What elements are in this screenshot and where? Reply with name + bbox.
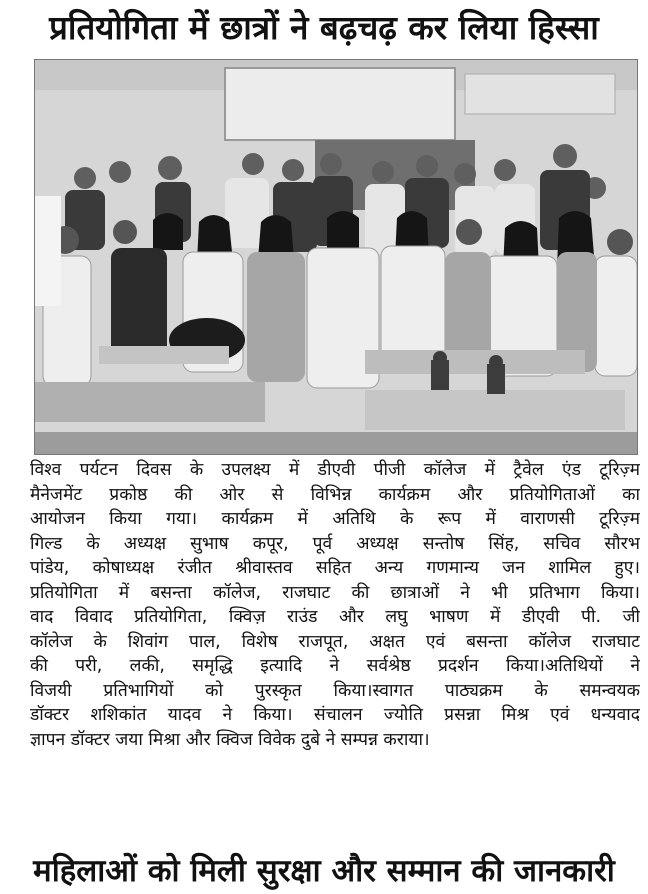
article-line: डॉक्टर शशिकांत यादव ने किया। संचालन ज्योति प्रसन्ना मिश्र एवं धन्यवाद — [30, 705, 640, 725]
article-line: ज्ञापन डॉक्टर जया मिश्रा और क्विज विवेक दुबे ने सम्पन्न कराया। — [30, 729, 430, 750]
article-line: विश्व पर्यटन दिवस के उपलक्ष्य में डीएवी पीजी कॉलेज में ट्रैवेल एंड टूरिज़्म — [30, 460, 640, 480]
article-line: पांडेय, कोषाध्यक्ष रंजीत श्रीवास्तव सहित अन्य गणमान्य जन शामिल हुए। — [30, 558, 640, 578]
article-line: विजयी प्रतिभागियों को पुरस्कृत किया।स्वागत पाठ्यक्रम के समन्वयक — [30, 680, 640, 701]
article-line: गिल्ड के अध्यक्ष सुभाष कपूर, पूर्व अध्यक्ष सन्तोष सिंह, सचिव सौरभ — [30, 533, 640, 554]
article-line: कॉलेज के शिवांग पाल, विशेष राजपूत, अक्षत एवं बसन्ता कॉलेज राजघाट — [30, 631, 640, 652]
article-line: प्रतियोगिता में बसन्ता कॉलेज, राजघाट की छात्राओं ने भी प्रतिभाग किया। — [30, 582, 640, 603]
group-photo-icon — [35, 60, 637, 454]
headline-bottom: महिलाओं को मिली सुरक्षा और सम्मान की जानकारी — [33, 853, 615, 889]
article-line: वाद विवाद प्रतियोगिता, क्विज़ राउंड और लघु भाषण में डीएवी पी. जी — [30, 607, 640, 627]
article-line: की परी, लकी, समृद्धि इत्यादि ने सर्वश्रेष्ठ प्रदर्शन किया।अतिथियों ने — [30, 656, 640, 676]
article-body — [30, 458, 640, 752]
headline-top: प्रतियोगिता में छात्रों ने बढ़चढ़ कर लिया हिस्सा — [49, 8, 599, 47]
article-line: आयोजन किया गया। कार्यक्रम में अतिथि के रूप में वाराणसी टूरिज़्म — [30, 509, 640, 529]
group-photo — [34, 59, 638, 455]
article-line: मैनेजमेंट प्रकोष्ठ की ओर से विभिन्न कार्यक्रम और प्रतियोगिताओं का — [30, 484, 640, 505]
